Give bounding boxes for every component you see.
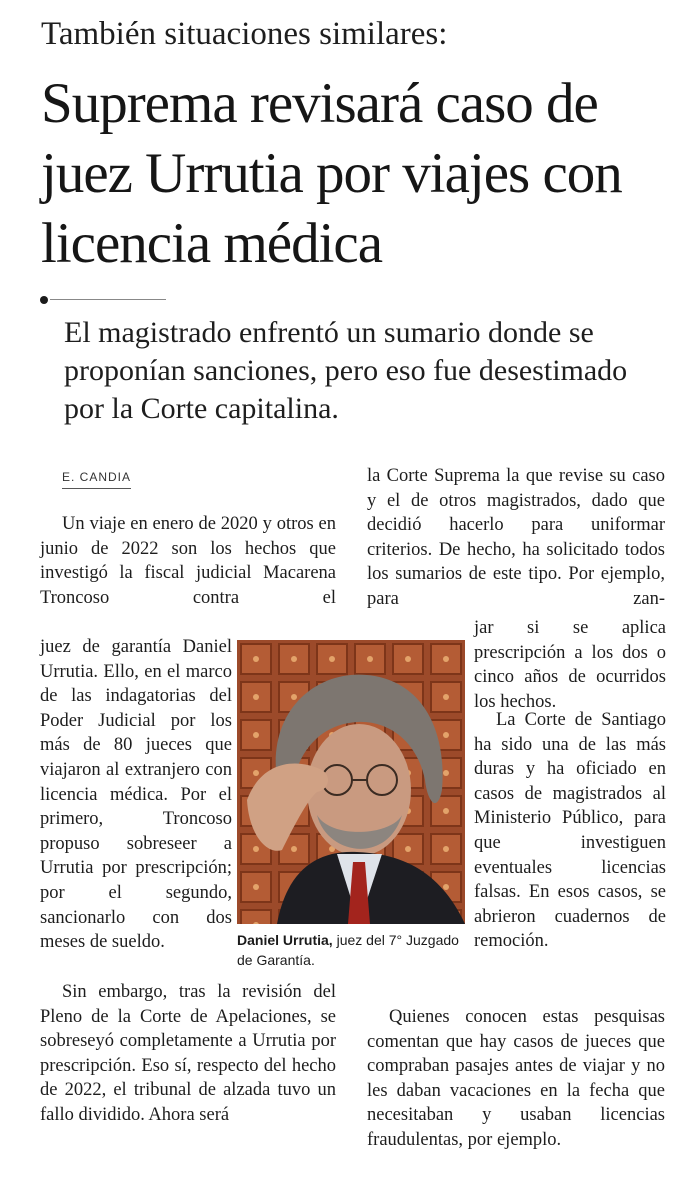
col2-paragraph-1-wrap: jar si se aplica prescripción a los dos o cinco años de ocurridos los hechos. xyxy=(474,618,666,712)
caption-text: juez del 7° Juzgado de Garantía. xyxy=(237,932,459,968)
col2-paragraph-2: La Corte de Santiago ha sido una de las más duras y ha oficiado en casos de magistrados al Ministerio Público, para que investiguen eventuales licencias falsas. En esos casos, se abrieron cuadernos de remoción. xyxy=(474,710,666,952)
col2-paragraph-3: Quienes conocen estas pesquisas comentan que hay casos de jueces que compraban pasajes antes de viajar y no les daban vacaciones en la fecha que necesitaban y usaban licencias fraudulentas, por ejemplo. xyxy=(367,1007,665,1150)
photo-daniel-urrutia xyxy=(237,640,465,924)
col1-paragraph-1-wrap: juez de garantía Daniel Urrutia. Ello, en el marco de las indagatorias del Poder Judicial por los más de 80 jueces que viajaron al extranjero con licencia médica. Por el primero, Troncoso propuso sobreseer a Urrutia por prescripción; por el segundo, sancionarlo con dos meses de sueldo. xyxy=(40,637,232,953)
photo-caption xyxy=(237,930,469,970)
portrait-illustration xyxy=(237,640,465,924)
col1-paragraph-2: Sin embargo, tras la revisión del Pleno de la Corte de Apelaciones, se sobreseyó completamente a Urrutia por prescripción. Eso sí, respecto del hecho de 2022, el tribunal de alzada tuvo un fallo dividido. Ahora será xyxy=(40,982,336,1125)
headline: Suprema revisará caso de juez Urrutia por viajes con licencia médica xyxy=(41,72,622,275)
bullet-divider xyxy=(40,296,166,304)
col2-paragraph-1-top: la Corte Suprema la que revise su caso y el de otros magistrados, dado que decidió hacerlo para uniformar criterios. De hecho, ha solicitado todos los sumarios de este tipo. Por ejemplo, para zan- xyxy=(367,466,665,609)
byline: E. CANDIA xyxy=(62,470,131,489)
col1-paragraph-1-top: Un viaje en enero de 2020 y otros en junio de 2022 son los hechos que investigó la fiscal judicial Macarena Troncoso contra el xyxy=(40,514,336,608)
kicker: También situaciones similares: xyxy=(41,16,448,52)
divider-line xyxy=(50,299,166,300)
caption-name: Daniel Urrutia, xyxy=(237,932,333,948)
deck: El magistrado enfrentó un sumario donde se proponían sanciones, pero eso fue desestimado por la Corte capitalina. xyxy=(64,316,628,425)
bullet-dot-icon xyxy=(40,296,48,304)
